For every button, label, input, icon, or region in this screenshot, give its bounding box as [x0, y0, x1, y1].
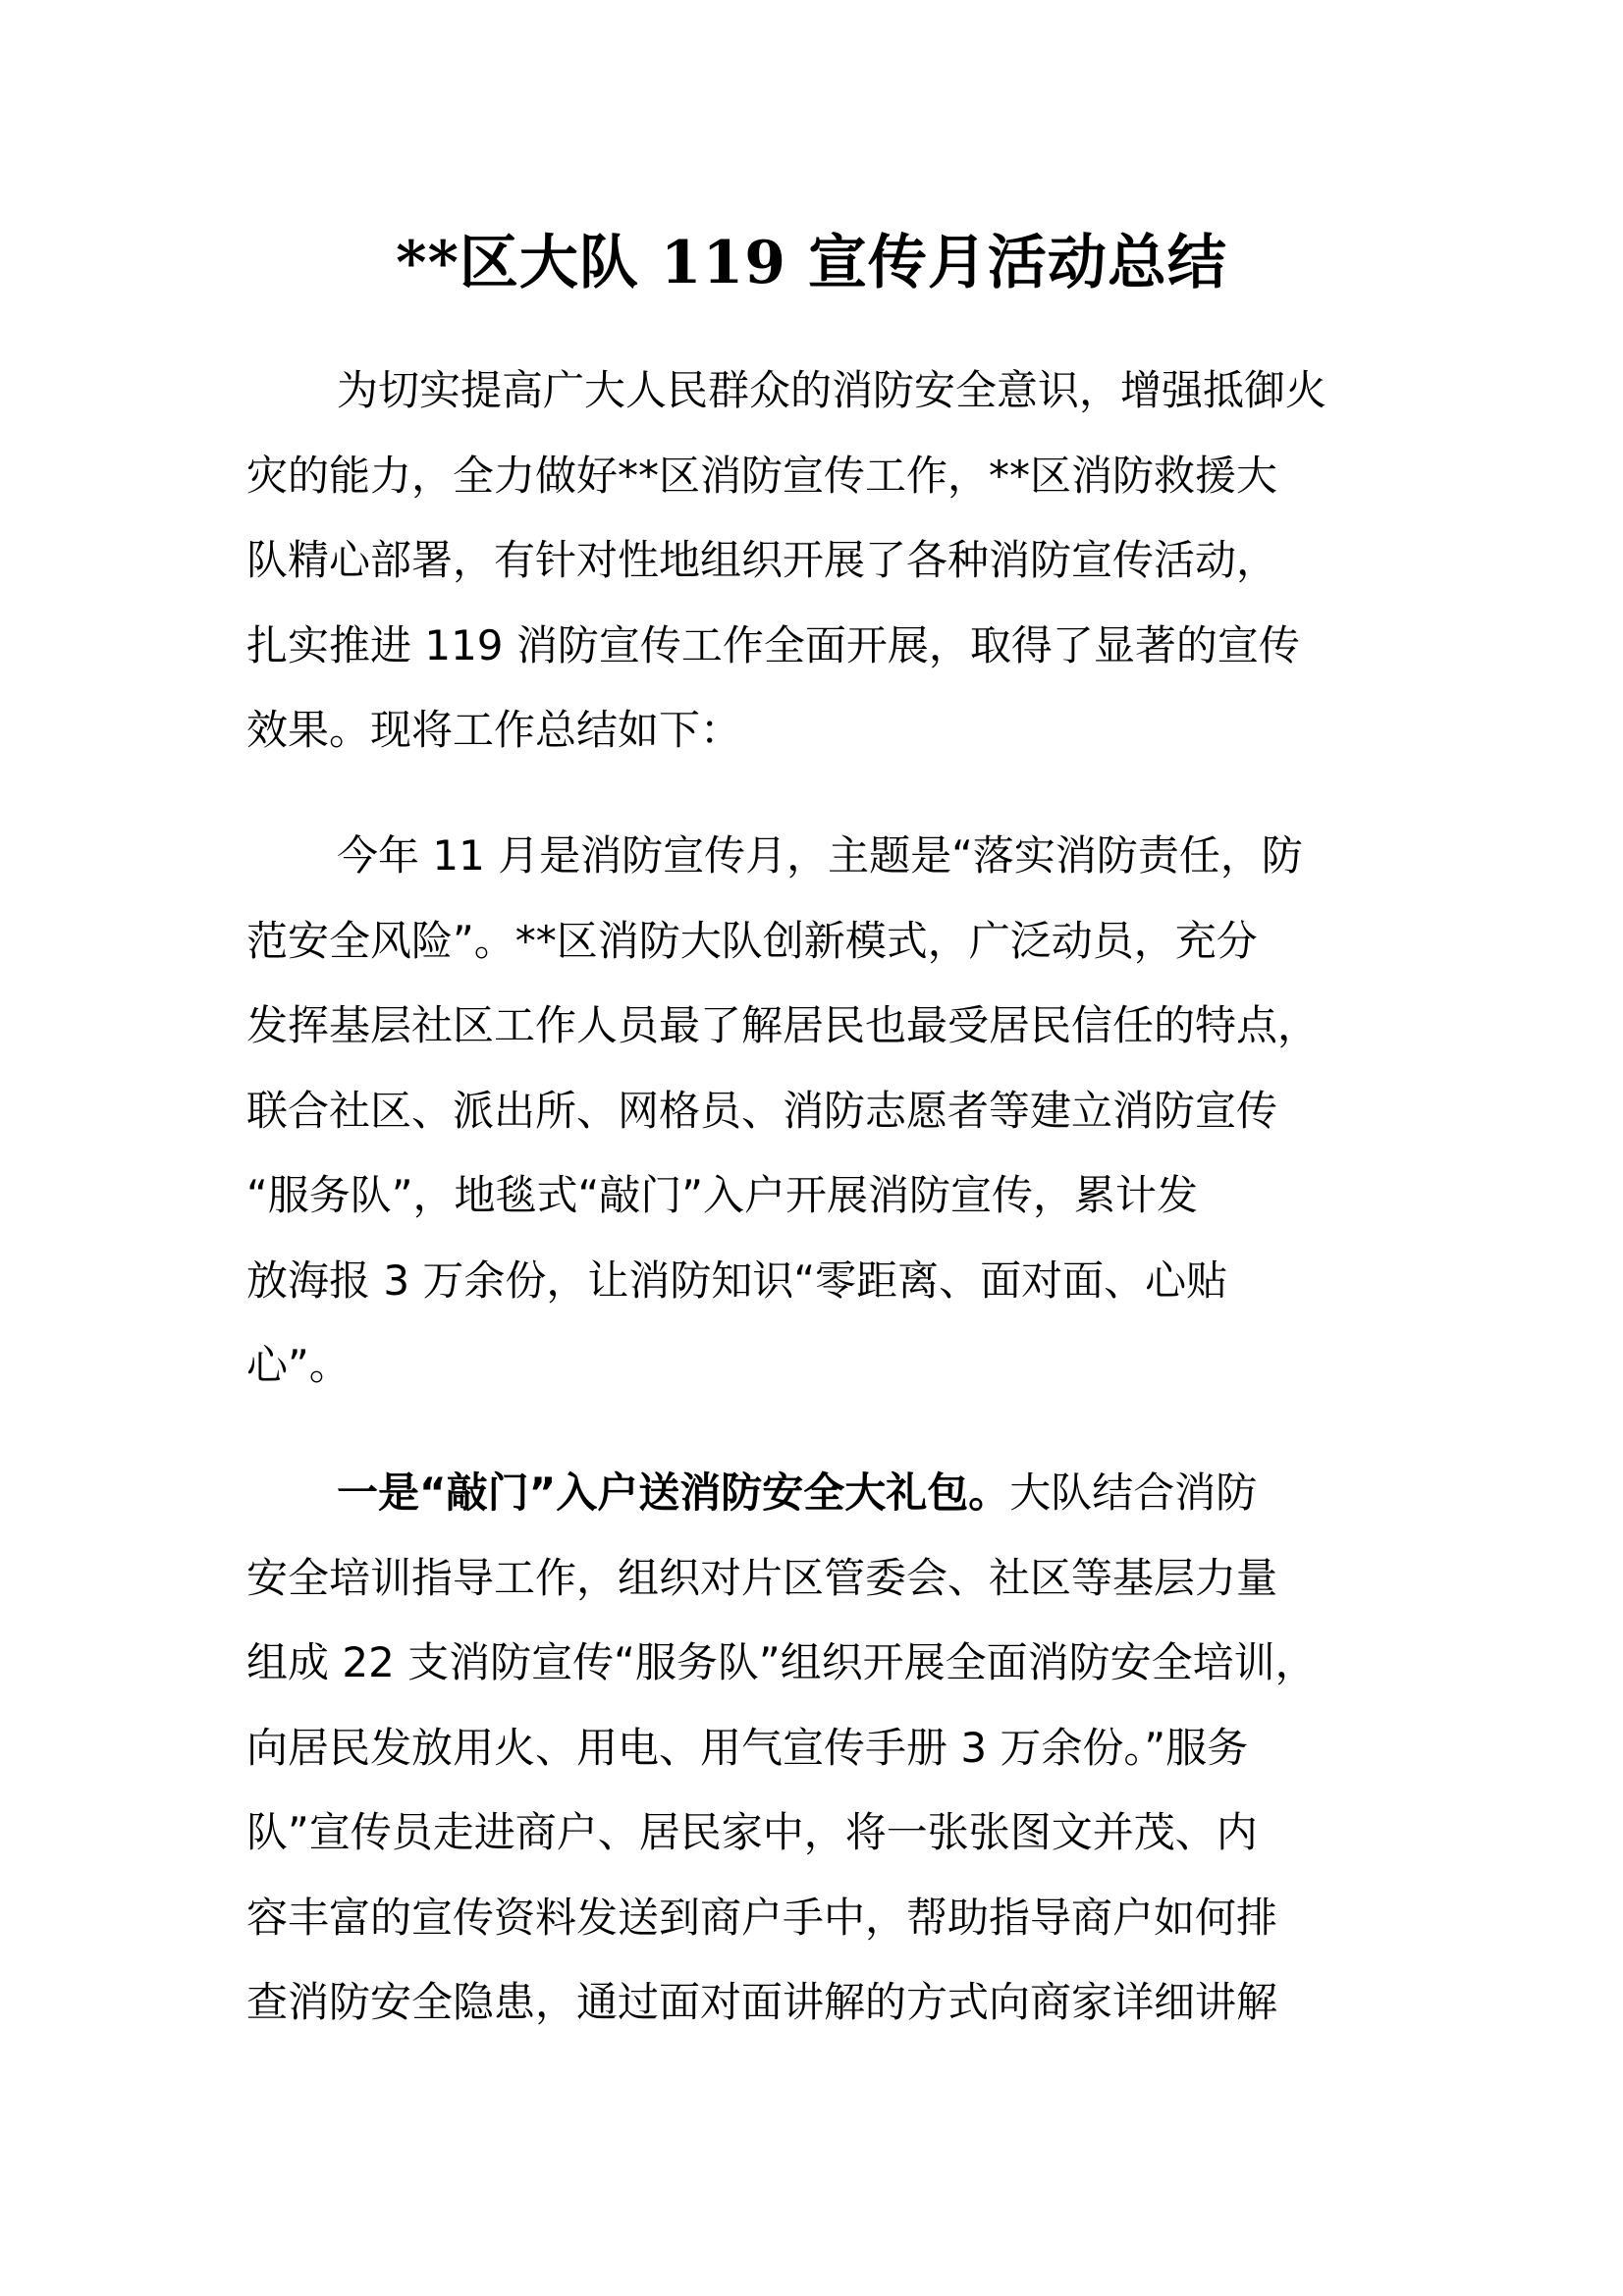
section-heading: 一是“敲门”入户送消防安全大礼包。: [337, 1468, 1010, 1517]
paragraph-line: 灾的能力，全力做好**区消防宣传工作，**区消防救援大: [246, 451, 1278, 500]
paragraph-line: 发挥基层社区工作人员最了解居民也最受居民信任的特点，: [246, 1001, 1320, 1049]
paragraph-line: 今年 11 月是消防宣传月，主题是“落实消防责任，防: [337, 831, 1303, 880]
paragraph-line: 范安全风险”。**区消防大队创新模式，广泛动员，充分: [246, 916, 1258, 965]
paragraph-line: 安全培训指导工作，组织对片区管委会、社区等基层力量: [246, 1553, 1278, 1602]
section-heading-continuation: 大队结合消防: [1009, 1468, 1258, 1517]
paragraph-line: 队精心部署，有针对性地组织开展了各种消防宣传活动，: [246, 536, 1278, 584]
paragraph-line: 组成 22 支消防宣传“服务队”组织开展全面消防安全培训，: [246, 1638, 1317, 1686]
paragraph-line: 为切实提高广大人民群众的消防安全意识，增强抵御火: [337, 366, 1327, 414]
paragraph-line: 向居民发放用火、用电、用气宣传手册 3 万余份。”服务: [246, 1723, 1249, 1772]
document-title: **区大队 119 宣传月活动总结: [396, 229, 1227, 297]
paragraph-intro: [246, 348, 1385, 774]
paragraph-line: “服务队”，地毯式“敲门”入户开展消防宣传，累计发: [246, 1171, 1199, 1219]
paragraph-line: 容丰富的宣传资料发送到商户手中，帮助指导商户如何排: [246, 1893, 1278, 1942]
paragraph-line: 放海报 3 万余份，让消防知识“零距离、面对面、心贴: [246, 1255, 1228, 1305]
paragraph-section-one: [246, 1451, 1385, 2046]
paragraph-theme: [246, 814, 1385, 1409]
paragraph-line: 效果。现将工作总结如下：: [246, 706, 742, 754]
paragraph-line: 联合社区、派出所、网格员、消防志愿者等建立消防宣传: [246, 1086, 1278, 1135]
paragraph-line: 扎实推进 119 消防宣传工作全面开展，取得了显著的宣传: [246, 620, 1300, 669]
section-first-line: [246, 1451, 1385, 1536]
paragraph-line: 查消防安全隐患，通过面对面讲解的方式向商家详细讲解: [246, 1978, 1278, 2026]
paragraph-line: 队”宣传员走进商户、居民家中，将一张张图文并茂、内: [246, 1808, 1258, 1856]
paragraph-line: 心”。: [246, 1341, 351, 1389]
